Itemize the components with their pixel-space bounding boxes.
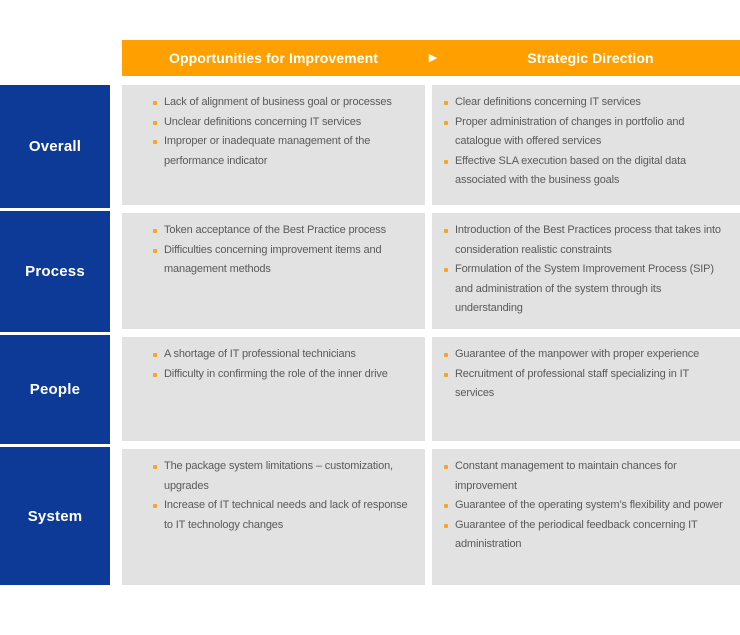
table-row xyxy=(0,337,740,441)
table-row xyxy=(0,449,740,585)
bullet-item: A shortage of IT professional technicians xyxy=(152,345,415,365)
table-row xyxy=(0,213,740,329)
bullet-item: Clear definitions concerning IT services xyxy=(443,93,728,113)
bullet-list xyxy=(443,85,732,191)
bullet-item: Introduction of the Best Practices process that takes into consideration realistic constraints xyxy=(443,221,728,260)
bullet-item: Token acceptance of the Best Practice process xyxy=(152,221,415,241)
row-label-process: Process xyxy=(0,211,110,332)
cell-process-strategy xyxy=(432,213,740,329)
bullet-item: Proper administration of changes in portfolio and catalogue with offered services xyxy=(443,113,728,152)
bullet-list xyxy=(443,213,732,319)
bullet-item: Difficulty in confirming the role of the inner drive xyxy=(152,365,415,385)
cell-system-opportunities xyxy=(122,449,425,585)
cell-overall-strategy xyxy=(432,85,740,205)
bullet-item: Lack of alignment of business goal or processes xyxy=(152,93,415,113)
bullet-item: Recruitment of professional staff specializing in IT services xyxy=(443,365,728,404)
header-opportunities: Opportunities for Improvement xyxy=(168,50,379,66)
bullet-item: Guarantee of the periodical feedback concerning IT administration xyxy=(443,516,728,555)
bullet-list xyxy=(152,449,419,535)
bullet-item: Formulation of the System Improvement Process (SIP) and administration of the system through its understanding xyxy=(443,260,728,319)
bullet-item: The package system limitations – customization, upgrades xyxy=(152,457,415,496)
bullet-list xyxy=(152,337,419,384)
bullet-item: Constant management to maintain chances for improvement xyxy=(443,457,728,496)
bullet-list xyxy=(152,85,419,171)
bullet-item: Guarantee of the manpower with proper experience xyxy=(443,345,728,365)
table-header xyxy=(122,40,740,76)
cell-overall-opportunities xyxy=(122,85,425,205)
bullet-item: Increase of IT technical needs and lack of response to IT technology changes xyxy=(152,496,415,535)
bullet-list xyxy=(443,449,732,555)
row-label-people: People xyxy=(0,335,110,444)
table-row xyxy=(0,85,740,205)
cell-process-opportunities xyxy=(122,213,425,329)
bullet-item: Unclear definitions concerning IT services xyxy=(152,113,415,133)
bullet-list xyxy=(152,213,419,280)
row-label-overall: Overall xyxy=(0,85,110,208)
bullet-item: Effective SLA execution based on the digital data associated with the business goals xyxy=(443,152,728,191)
bullet-item: Improper or inadequate management of the performance indicator xyxy=(152,132,415,171)
arrow-right-icon: ▶ xyxy=(428,52,438,64)
bullet-item: Difficulties concerning improvement items and management methods xyxy=(152,241,415,280)
row-label-system: System xyxy=(0,447,110,585)
cell-people-opportunities xyxy=(122,337,425,441)
header-strategic-direction: Strategic Direction xyxy=(527,50,654,66)
cell-people-strategy xyxy=(432,337,740,441)
bullet-item: Guarantee of the operating system’s flexibility and power xyxy=(443,496,728,516)
cell-system-strategy xyxy=(432,449,740,585)
bullet-list xyxy=(443,337,732,404)
